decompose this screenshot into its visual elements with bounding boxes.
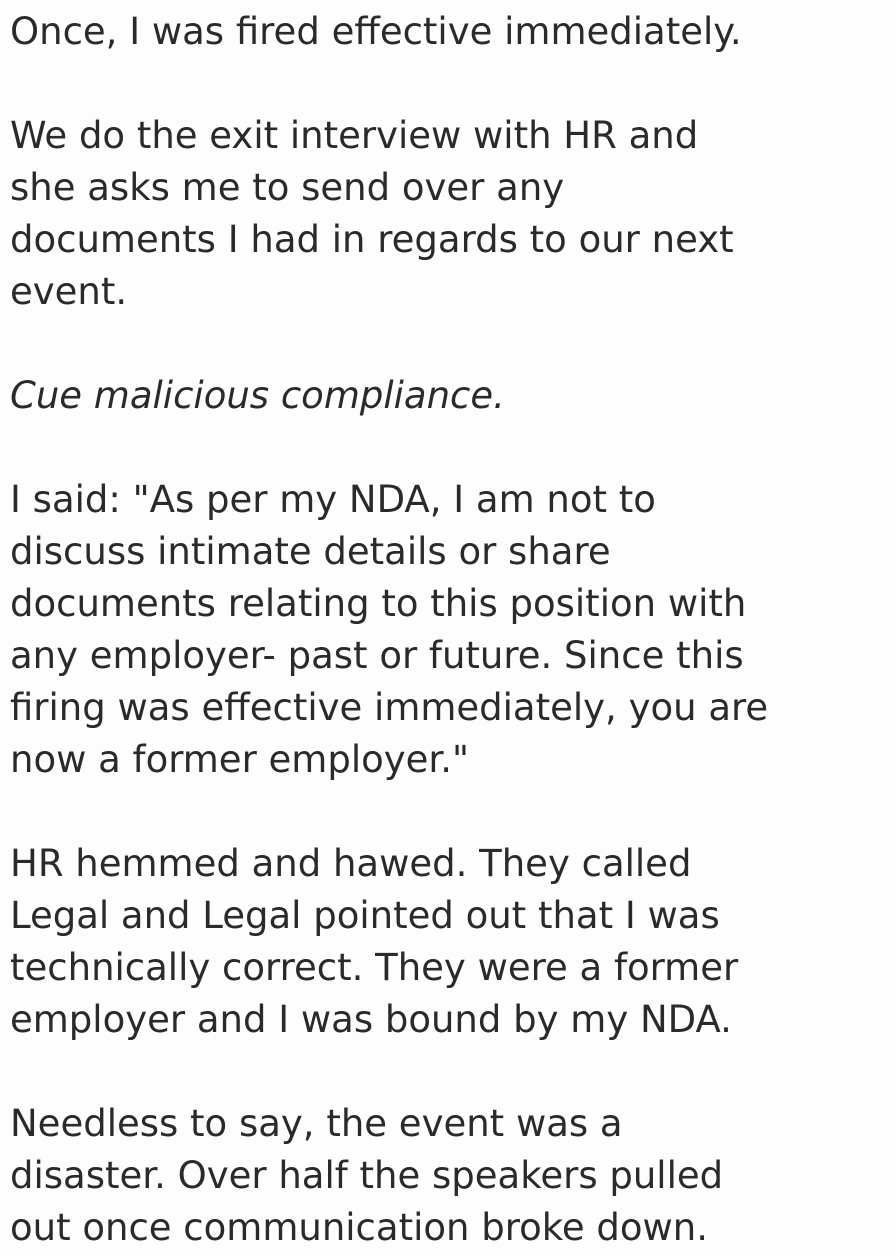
text-line: HR hemmed and hawed. They called	[10, 842, 692, 885]
text-line: documents I had in regards to our next	[10, 218, 734, 261]
text-line: Cue malicious compliance.	[10, 374, 505, 417]
text-line: Legal and Legal pointed out that I was	[10, 894, 720, 937]
text-line: firing was effective immediately, you are	[10, 686, 769, 729]
text-line: Needless to say, the event was a	[10, 1102, 623, 1145]
text-line: We do the exit interview with HR and	[10, 114, 699, 157]
text-line: Once, I was fired effective immediately.	[10, 10, 742, 53]
text-line: she asks me to send over any	[10, 166, 565, 209]
paragraph-outcome	[10, 1098, 884, 1254]
paragraph-exit-interview	[10, 110, 884, 318]
text-line: disaster. Over half the speakers pulled	[10, 1154, 724, 1197]
paragraph-legal	[10, 838, 884, 1046]
text-line: employer and I was bound by my NDA.	[10, 998, 732, 1041]
paragraph-quote	[10, 474, 884, 786]
text-line: out once communication broke down.	[10, 1206, 708, 1249]
text-line: documents relating to this position with	[10, 582, 747, 625]
text-line: technically correct. They were a former	[10, 946, 739, 989]
paragraph-cue	[10, 370, 884, 422]
paragraph-opening	[10, 6, 884, 58]
text-line: now a former employer."	[10, 738, 470, 781]
text-line: discuss intimate details or share	[10, 530, 611, 573]
text-line: I said: "As per my NDA, I am not to	[10, 478, 656, 521]
text-line: any employer- past or future. Since this	[10, 634, 744, 677]
text-line: event.	[10, 270, 128, 313]
